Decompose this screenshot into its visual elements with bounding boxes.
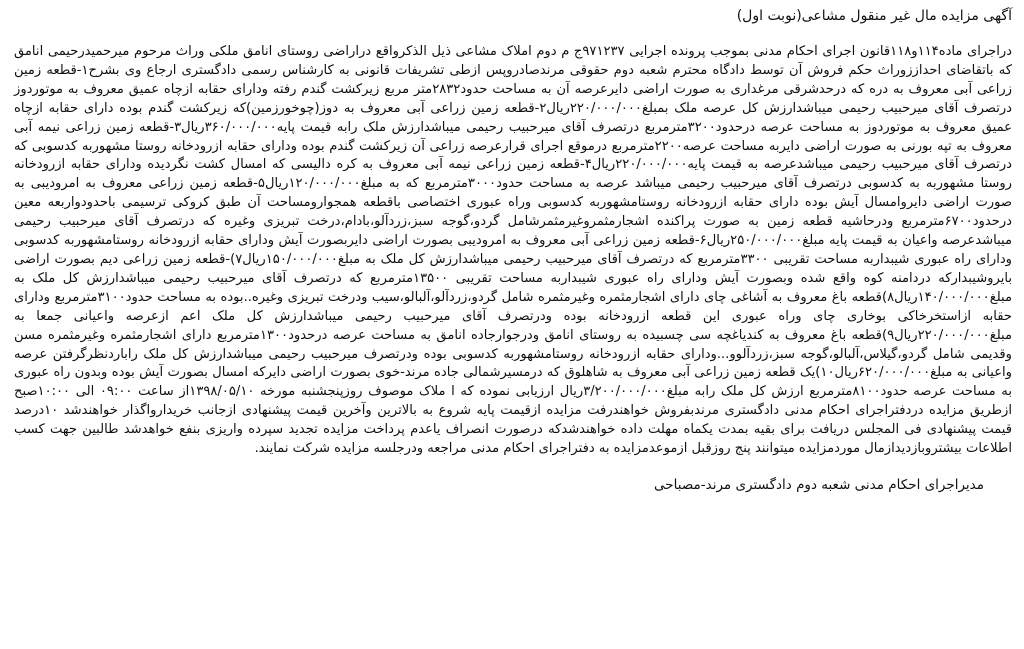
notice-signature: مدیراجرای احکام مدنی شعبه دوم دادگستری مرند-مصباحی <box>654 476 984 493</box>
notice-title: آگهی مزایده مال غیر منقول مشاعی(نوبت اول) <box>736 8 1012 24</box>
notice-body: دراجرای ماده۱۱۴و۱۱۸قانون اجرای احکام مدنی بموجب پرونده اجرایی ۹۷۱۲۳۷ج م دوم املاک مشاعی ذیل الذکرواقع دراراضی روستای انامق ملکی وراث مرحوم میرحمیدرحیمی انامق که باتقاضای احداززوراث حکم فروش آن توسط دادگاه محترم شعبه دوم حقوقی مرندصادروپس ازطی تشریفات قانونی به کارشناس رسمی دادگستری ارجاع وی بشرح۱-قطعه زمین زراعی آبی معروف به دره که درحدشرقی مرغداری به صورت اراضی دایرعرصه آن به مساحت حدود۲۸۳۲متر مربع زیرکشت گندم رفته ودارای حقابه ازچاه عمیق معروف به موتوردوز درتصرف آقای میرحبیب رحیمی میباشدارزش کل عرصه ملک بمبلغ۲۲۰/۰۰۰/۰۰۰ریال۲-قطعه زمین زراعی آبی معروف به دوز(چوخورزمین)که زیرکشت گندم بوده دارای حقابه ازچاه عمیق معروف به موتوردوز به مساحت عرصه درحدود۳۲۰۰مترمربع درتصرف آقای میرحبیب رحیمی میباشدارزش ملک رابه قیمت پایه۳۶۰/۰۰۰/۰۰۰ریال۳-قطعه زمین زراعی نیمه آبی معروف به تپه بورنی به صورت اراضی دایربه مساحت عرصه۲۲۰۰مترمربع درموقع اجرای قرارعرصه زراعی آن زیرکشت گندم بوده ودارای حقابه ازرودخانه روستا مشهوربه کدسوبی که درتصرف آقای میرحبیب رحیمی میباشدعرصه به قیمت پایه۲۲۰/۰۰۰/۰۰۰ریال۴-قطعه زمین زراعی نیمه آبی معروف به کره دالیسی که امسال کشت نگردیده ودارای حقابه ازرودخانه روستا مشهوربه به کدسوبی درتصرف آقای میرحبیب رحیمی میباشد عرصه به مساحت حدود۳۰۰۰مترمربع که به مبلغ۱۲۰/۰۰۰/۰۰۰ریال۵-قطعه زمین زراعی معروف به امرودیبی به صورت اراضی دایروامسال آیش بوده دارای حقابه ازرودخانه روستامشهوربه کدسوبی وراه عبوری اختصاصی باقطعه همجوارومساحت آن طبق کروکی ترسیمی باحدودواربعه معین درحدود۶۷۰۰مترمربع ودرحاشیه قطعه زمین به صورت پراکنده اشجارمثمروغیرمثمرشامل گردو،گوجه سبز،زردآلو،بادام،درخت تبریزی وغیره که درتصرف آقای میرحبیب رحیمی میباشدعرصه واعیان به قیمت پایه مبلغ۲۵۰/۰۰۰/۰۰۰ریال۶-قطعه زمین زراعی آبی معروف به امرودیبی بصورت اراضی دایربصورت آیش ودارای حقابه ازرودخانه روستامشهوربه کدسوبی ودارای راه عبوری شیبداربه مساحت تقریبی ۳۳۰۰مترمربع که درتصرف آقای میرحبیب رحیمی میباشدارزش کل ملک به مبلغ۱۵۰/۰۰۰/۰۰۰ریال۷)-قطعه زمین زراعی دیم بصورت اراضی بایروشیبدارکه دردامنه کوه واقع شده وبصورت آیش ودارای راه عبوری شیبداربه مساحت تقریبی ۱۳۵۰۰مترمربع که درتصرف آقای میرحبیب رحیمی میباشدارزش کل ملک به مبلغ۱۴۰/۰۰۰/۰۰۰ریال۸)قطعه باغ معروف به آشاغی چای دارای اشجارمثمره وغیرمثمره شامل گردو،زردآلو،آلبالو،سیب ودرخت تبریزی وغیره..بوده به مساحت حدود۳۱۰۰مترمربع ودارای حقابه ازاستخرخاکی بوخاری چای وراه عبوری این قطعه ازرودخانه بوده ودرتصرف آقای میرحبیب رحیمی میباشدارزش کل ملک اعم ازعرصه واعیانی جمعا به مبلغ۲۲۰/۰۰۰/۰۰۰ریال۹)قطعه باغ معروف به کندیاغچه سی چسبیده به روستای انامق ودرجوارجاده انامق به مساحت عرصه درحدود۱۳۰۰مترمربع دارای اشجارمثمره وغیرمثمره مسن وقدیمی شامل گردو،گیلاس،آلبالو،گوجه سبز،زردآلوو...ودارای حقابه ازرودخانه روستامشهوربه کدسوبی بوده ودرتصرف میرحبیب رحیمی میباشدارزش کل ملک راباردنظرگرفتن عرصه واعیانی به مبلغ۶۲۰/۰۰۰/۰۰۰ریال۱۰)یک قطعه زمین زراعی آبی معروف به شاهلوق که درمسیرشمالی جاده مرند-خوی بصورت اراضی دایرکه امسال بصورت آیش بوده وبدون راه عبوری به مساحت عرصه حدود۸۱۰۰مترمربع ارزش کل ملک رابه مبلغ۳/۲۰۰/۰۰۰/۰۰۰ریال ارزیابی نموده که ا ملاک موصوف روزپنجشنبه مورخه ۱۳۹۸/۰۵/۱۰از ساعت ۰۹:۰۰ الی ۱۰:۰۰صبح ازطریق مزایده دردفتراجرای احکام مدنی دادگستری مرندبفروش خواهندرفت مزایده ازقیمت پایه شروع به بالاترین وآخرین قیمت پیشنهادی ازجانب خریدارواگذار خواهندشد ۱۰درصد قیمت پیشنهادی فی المجلس دریافت برای بقیه بمدت یکماه مهلت داده خواهندشدکه درصورت انصراف یاعدم پرداخت مزایده تجدید سپرده واریزی بنفع خواهدشد طالبین جهت کسب اطلاعات بیشتروبازدیدازمال موردمزایده میتوانند پنج روزقبل ازموعدمزایده به دفتراجرای احکام مدنی مراجعه ودرجلسه مزایده شرکت نمایند. <box>14 44 1013 457</box>
